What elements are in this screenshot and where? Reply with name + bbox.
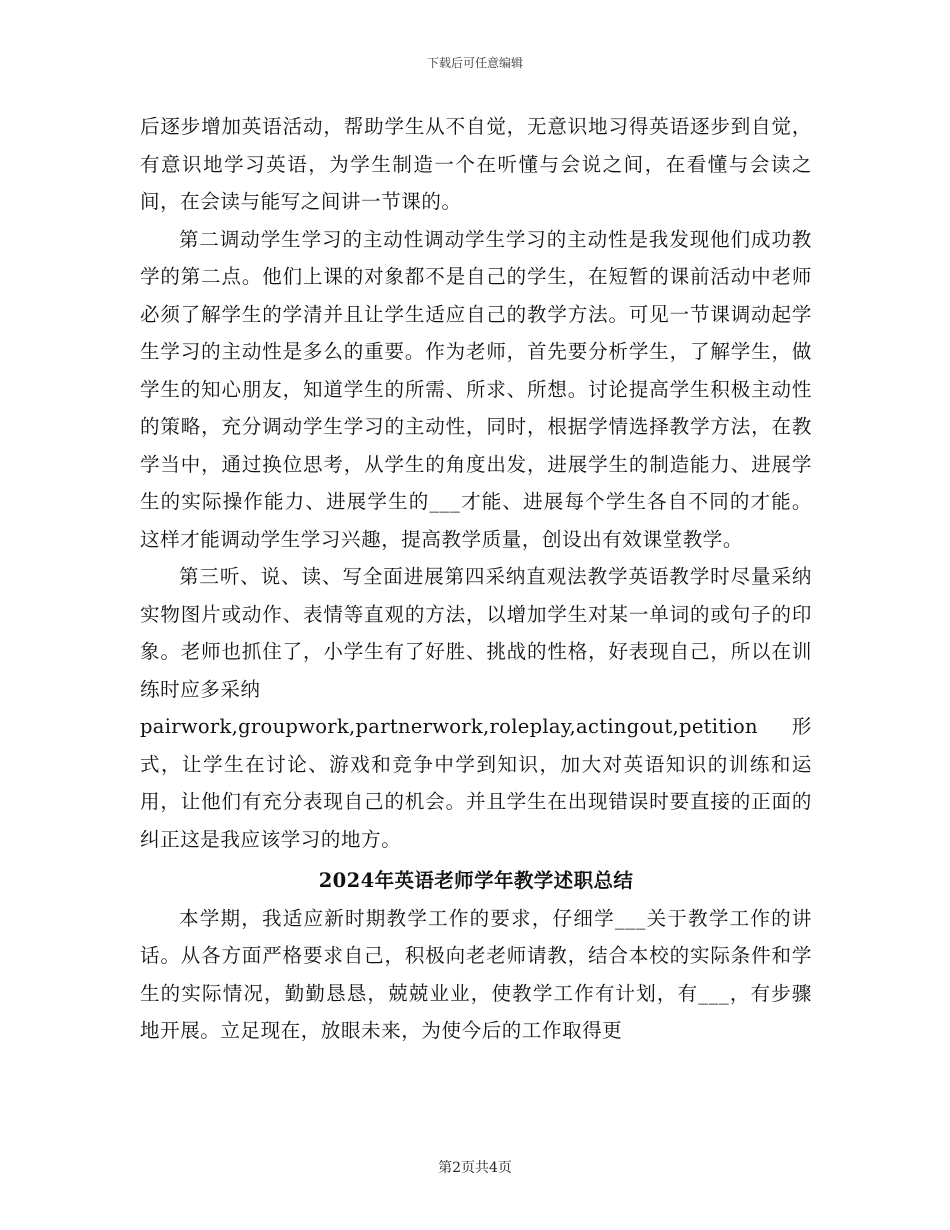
document-body	[140, 108, 812, 1050]
section-title: 2024年英语老师学年教学述职总结	[318, 869, 634, 892]
paragraph-motivation: 第二调动学生学习的主动性调动学生学习的主动性是我发现他们成功教学的第二点。他们上课的对象都不是自己的学生，在短暂的课前活动中老师必须了解学生的学清并且让学生适应自己的教学方法。可见一节课调动起学生学习的主动性是多么的重要。作为老师，首先要分析学生，了解学生，做学生的知心朋友，知道学生的所需、所求、所想。讨论提高学生积极主动性的策略，充分调动学生学习的主动性，同时，根据学情选择教学方法，在教学当中，通过换位思考，从学生的角度出发，进展学生的制造能力、进展学生的实际操作能力、进展学生的___才能、进展每个学生各自不同的才能。这样才能调动学生学习兴趣，提高教学质量，创设出有效课堂教学。	[140, 227, 812, 551]
page-header-note: 下载后可任意编辑	[426, 56, 523, 70]
paragraph-methods-text: 第三听、说、读、写全面进展第四采纳直观法教学英语教学时尽量采纳实物图片或动作、表情等直观的方法，以增加学生对某一单词的或句子的印象。老师也抓住了，小学生有了好胜、挑战的性格，好表现自己，所以在训练时应多采纳	[140, 565, 812, 701]
activity-list: pairwork,groupwork,partnerwork,roleplay,actingout,petition	[140, 715, 758, 738]
paragraph-methods-rest: 形式，让学生在讨论、游戏和竞争中学到知识，加大对英语知识的训练和运用，让他们有充分表现自己的机会。并且学生在出现错误时要直接的正面的纠正这是我应该学习的地方。	[140, 715, 812, 851]
paragraph-intro: 本学期，我适应新时期教学工作的要求，仔细学___关于教学工作的讲话。从各方面严格要求自己，积极向老老师请教，结合本校的实际条件和学生的实际情况，勤勤恳恳，兢兢业业，使教学工作有计划，有___，有步骤地开展。立足现在，放眼未来，为使今后的工作取得更	[140, 906, 812, 1042]
paragraph-methods	[140, 558, 812, 858]
paragraph-continuation: 后逐步增加英语活动，帮助学生从不自觉，无意识地习得英语逐步到自觉，有意识地学习英语，为学生制造一个在听懂与会说之间，在看懂与会读之间，在会读与能写之间讲一节课的。	[140, 115, 812, 213]
page-footer-number: 第2页共4页	[438, 1160, 512, 1176]
